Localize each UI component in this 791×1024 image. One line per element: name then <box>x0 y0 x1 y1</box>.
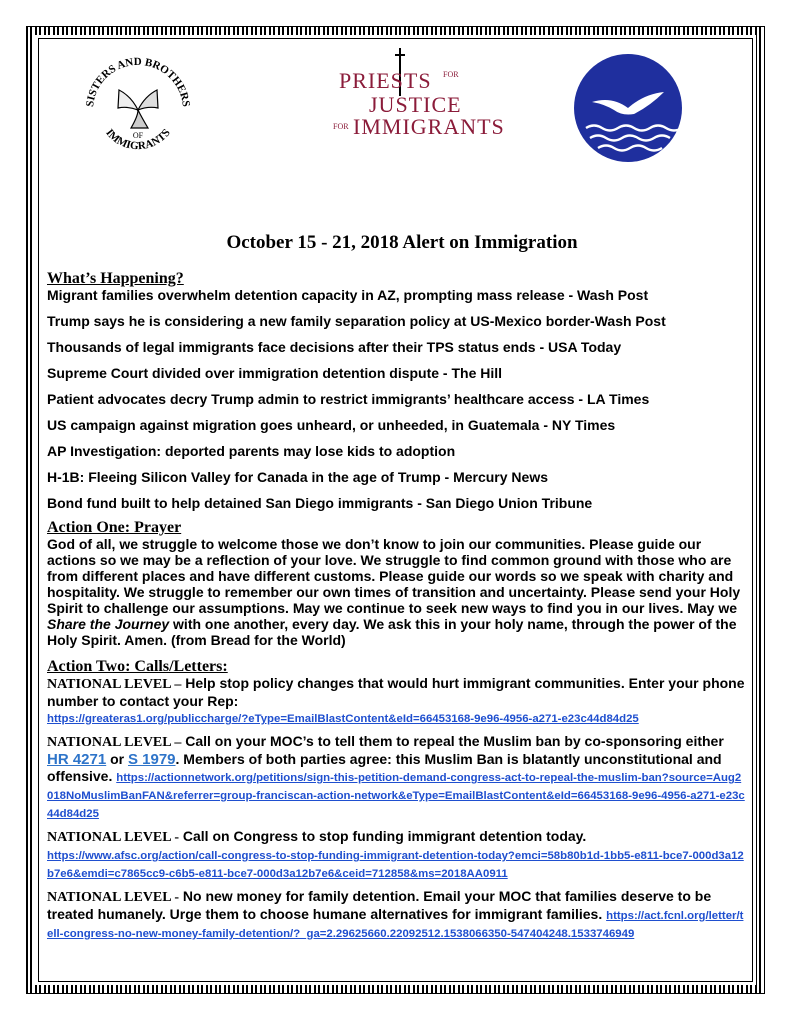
action-2-level: NATIONAL LEVEL – <box>47 735 182 750</box>
news-list <box>47 287 747 512</box>
news-item: AP Investigation: deported parents may lose kids to adoption <box>47 443 456 459</box>
news-item: Thousands of legal immigrants face decisions after their TPS status ends - USA Today <box>47 339 622 355</box>
news-item: H-1B: Fleeing Silicon Valley for Canada in the age of Trump - Mercury News <box>47 469 548 485</box>
action-1-text: Help stop policy changes that would hurt immigrant communities. Enter your phone number to contact your Rep: <box>47 675 745 709</box>
action-two-heading: Action Two: Calls/Letters: <box>47 658 228 675</box>
action-2-link[interactable]: https://actionnetwork.org/petitions/sign-this-petition-demand-congress-act-to-repeal-the-muslim-ban?source=Aug2018NoMuslimBanFAN&referrer=group-franciscan-action-network&eType=EmailBlastContent&eId=66453168-9e96-4956-a271-e23c44d84d25 <box>47 772 745 820</box>
hands-icon <box>118 90 158 128</box>
action-4-link[interactable]: https://act.fcnl.org/letter/tell-congress-no-new-money-family-detention/?_ga=2.29625660.22092512.1538066350-547404248.1533746949 <box>47 910 744 940</box>
hr-4271-link[interactable]: HR 4271 <box>47 751 107 768</box>
s-1979-link[interactable]: S 1979 <box>127 751 176 768</box>
action-4-level: NATIONAL LEVEL - <box>47 890 179 905</box>
action-item-1 <box>47 675 747 727</box>
svg-text:SISTERS AND BROTHERS <box>84 56 192 108</box>
logo-immigrants-text: IMMIGRANTS <box>353 114 505 139</box>
action-2-text-c: . Members of both parties agree: this Muslim Ban is blatantly unconstitutional and offensive. <box>47 751 722 784</box>
action-3-link[interactable]: https://www.afsc.org/action/call-congress-to-stop-funding-immigrant-detention-today?emci=58b80b1d-1bb5-e811-bce7-000d3a12b7e6&emdi=c7865cc9-c6b5-e811-bce7-000d3a12b7e6&ceid=712858&ms=2018AA0911 <box>47 850 744 880</box>
news-item: US campaign against migration goes unheard, or unheeded, in Guatemala - NY Times <box>47 417 616 433</box>
logo-justice-text: JUSTICE <box>369 92 462 117</box>
action-item-2 <box>47 733 747 822</box>
action-3-level: NATIONAL LEVEL - <box>47 830 179 845</box>
logo-priests-text: PRIESTS <box>339 68 432 93</box>
action-item-3 <box>47 828 747 882</box>
news-item: Bond fund built to help detained San Diego immigrants - San Diego Union Tribune <box>47 495 593 511</box>
action-4-text: No new money for family detention. Email your MOC that families deserve to be treated humanely. Urge them to choose humane alternatives for immigrant families. <box>47 888 712 922</box>
news-item: Migrant families overwhelm detention capacity in AZ, prompting mass release - Wash Post <box>47 287 649 303</box>
prayer-italic: Share the Journey <box>47 616 170 632</box>
logo-left-top-text: SISTERS AND BROTHERS <box>84 55 192 108</box>
dove-logo <box>572 52 684 164</box>
logo-left-of-text: OF <box>132 131 144 140</box>
action-2-text-b: or <box>106 751 128 767</box>
action-2-text-a: Call on your MOC’s to tell them to repeal the Muslim ban by co-sponsoring either <box>181 733 724 749</box>
page-title: October 15 - 21, 2018 Alert on Immigration <box>226 232 578 253</box>
prayer-text-part2: with one another, every day. We ask this in your holy name, through the power of the Holy Spirit. Amen. (from Bread for the World) <box>47 616 737 648</box>
prayer-text-part1: God of all, we struggle to welcome those we don’t know to join our communities. Please guide our actions so we may be a reflection of your love. We struggle to find common ground with those who are from different places and have different customs. Please guide our words so we speak with charity and hospitality. We struggle to remember our own times of transition and uncertainty. Please send your Holy Spirit to challenge our assumptions. May we continue to seek new ways to find you in our lives. May we <box>47 536 741 616</box>
action-1-level: NATIONAL LEVEL – <box>47 677 182 692</box>
news-item: Supreme Court divided over immigration detention dispute - The Hill <box>47 365 503 381</box>
logo-left-bottom-text: IMMIGRANTS <box>103 126 173 153</box>
logo-for-text-2: FOR <box>333 122 349 131</box>
sisters-brothers-logo <box>79 48 197 166</box>
alert-document <box>47 44 747 948</box>
action-one-heading: Action One: Prayer <box>47 519 182 536</box>
news-item: Patient advocates decry Trump admin to restrict immigrants’ healthcare access - LA Times <box>47 391 650 407</box>
whats-happening-heading: What’s Happening? <box>47 270 184 287</box>
prayer-text <box>47 536 747 648</box>
logo-for-text-1: FOR <box>443 70 459 79</box>
priests-for-justice-logo <box>317 48 505 158</box>
logo-row <box>47 44 747 174</box>
news-item: Trump says he is considering a new family separation policy at US-Mexico border-Wash Post <box>47 313 666 329</box>
action-item-4 <box>47 888 747 942</box>
action-3-text: Call on Congress to stop funding immigrant detention today. <box>179 828 587 844</box>
action-1-link[interactable]: https://greateras1.org/publiccharge/?eType=EmailBlastContent&eId=66453168-9e96-4956-a271-e23c44d84d25 <box>47 713 639 725</box>
